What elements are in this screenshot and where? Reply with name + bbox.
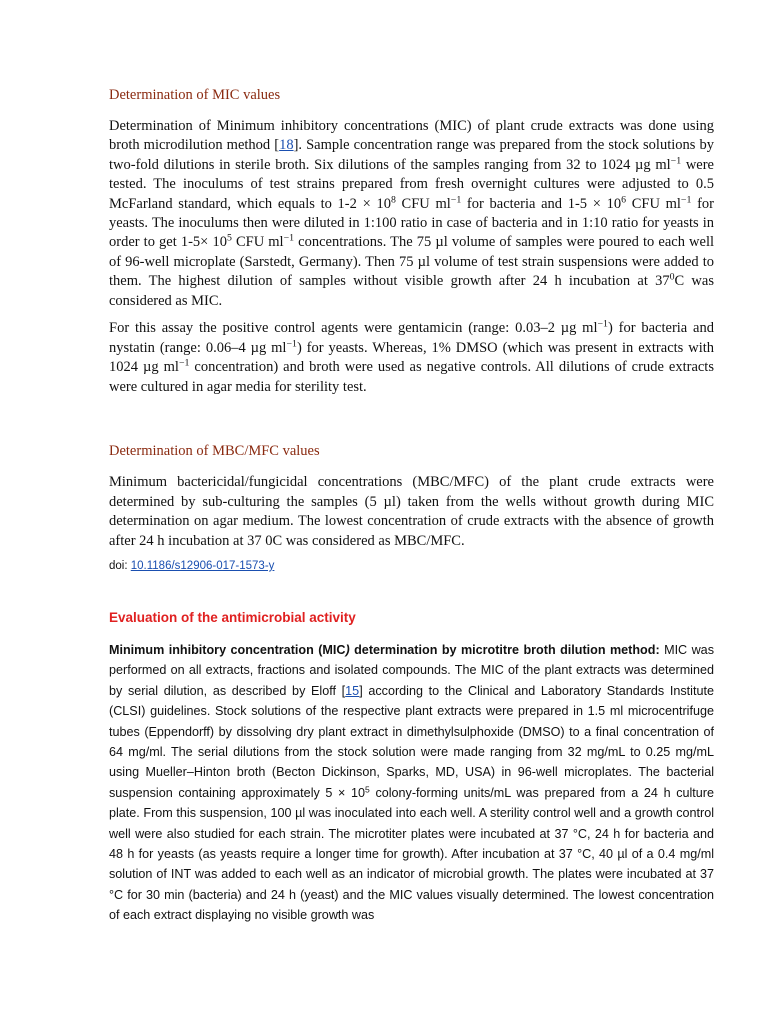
doi-link[interactable]: 10.1186/s12906-017-1573-y	[130, 560, 275, 572]
mic-method-lead: Minimum inhibitory concentration (MIC) determination by microtitre broth dilution method:	[109, 643, 660, 657]
doi-label: doi:	[109, 560, 131, 572]
doi-line	[109, 560, 274, 572]
antimicrobial-section-heading: Evaluation of the antimicrobial activity	[109, 610, 356, 625]
mic-section-heading: Determination of MIC values	[109, 87, 281, 103]
reference-link-15[interactable]: 15	[345, 683, 360, 698]
mic-paragraph-1: Determination of Minimum inhibitory concentrations (MIC) of plant crude extracts was done using broth microdilution method [18]. Sample concentration range was prepared from the stock solutions by two-fold dilutions in sterile broth. Six dilutions of the samples ranging from 32 to 1024 µg $ml^{-1}$ were tested. The inoculums of test strains prepared from fresh overnight cultures were adjusted to 0.5 McFarland standard, which equals to $1-2 \times 10^8$ CFU $ml^{-1}$ for bacteria and $1-5 \times 10^6$ CFU $ml^{-1}$ for yeasts. The inoculums then were diluted in 1:100 ratio in case of bacteria and in 1:10 ratio for yeasts in order to get $1-5\times 10^5$ CFU $ml^{-1}$ concentrations. The 75 µl volume of samples were poured to each well of 96-well microplate (Sarstedt, Germany). Then 75 µl volume of test strain suspensions were added to them. The highest dilution of samples without visible growth after 24 h incubation at $37^0C$ was considered as MIC.	[109, 118, 715, 309]
antimicrobial-paragraph: Minimum inhibitory concentration (MIC) determination by microtitre broth dilution method: MIC was performed on all extracts, fractions and isolated compounds. The MIC of the plant extracts was determined by serial dilution, as described by Eloff [15] according to the Clinical and Laboratory Standards Institute (CLSI) guidelines. Stock solutions of the respective plant extracts were prepared in 1.5 ml microcentrifuge tubes (Eppendorff) by dissolving dry plant extract in dimethylsulphoxide (DMSO) to a final concentration of 64 mg/ml. The serial dilutions from the stock solution were made ranging from 32 mg/mL to 0.25 mg/mL using Mueller–Hinton broth (Becton Dickinson, Sparks, MD, USA) in 96-well microplates. The bacterial suspension containing approximately $5 \times 10^5$ colony-forming units/mL was prepared from a 24 h culture plate. From this suspension, 100 µl was inoculated into each well. A sterility control well and a growth control well were also studied for each strain. The microtiter plates were incubated at 37 °C, 24 h for bacteria and 48 h for yeasts (as yeasts require a longer time for growth). After incubation at 37 °C, 40 µl of a 0.4 mg/ml solution of INT was added to each well as an indicator of microbial growth. The plates were incubated at 37 °C for 30 min (bacteria) and 24 h (yeast) and the MIC values visually determined. The lowest concentration of each extract displaying no visible growth was	[109, 643, 714, 923]
reference-link-18[interactable]: 18	[279, 137, 294, 154]
mbc-paragraph: Minimum bactericidal/fungicidal concentrations (MBC/MFC) of the plant crude extracts were determined by sub-culturing the samples (5 µl) taken from the wells without growth during MIC determination on agar medium. The lowest concentration of crude extracts with the absence of growth after 24 h incubation at 37 0C was considered as MBC/MFC.	[109, 474, 714, 549]
mbc-section-heading: Determination of MBC/MFC values	[109, 443, 320, 459]
mic-paragraph-2: For this assay the positive control agents were gentamicin (range: 0.03–2 µg $ml^{-1}$) for bacteria and nystatin (range: 0.06–4 µg $ml^{-1}$) for yeasts. Whereas, 1% DMSO (which was present in extracts with 1024 µg $ml^{-1}$ concentration) and broth were used as negative controls. All dilutions of crude extracts were cultured in agar media for sterility test.	[109, 318, 714, 395]
